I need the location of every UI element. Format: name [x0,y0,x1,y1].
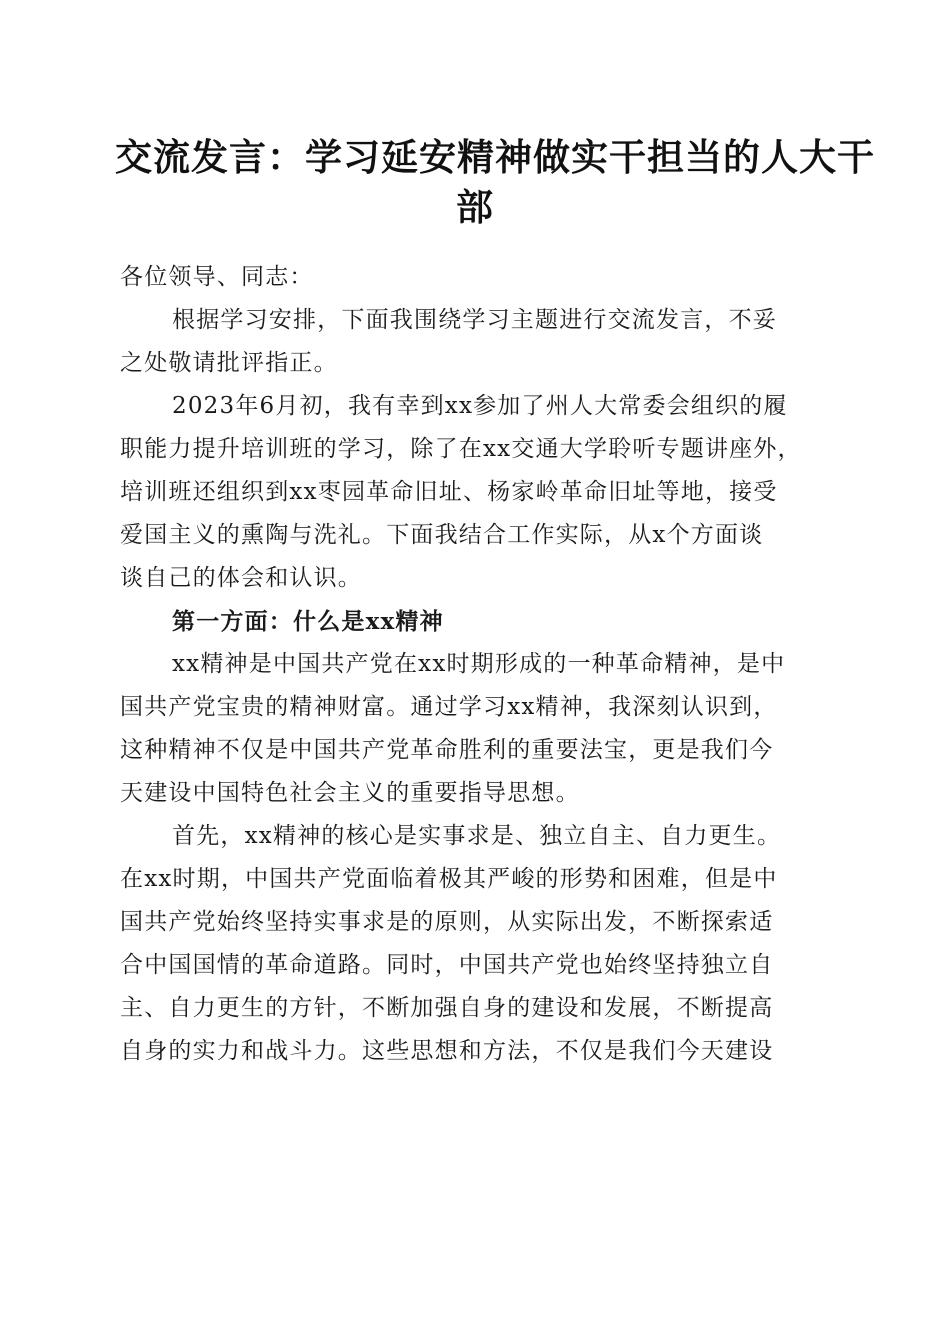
paragraph-line: 培训班还组织到xx枣园革命旧址、杨家岭革命旧址等地，接受 [120,479,778,505]
paragraph-line: 在xx时期，中国共产党面临着极其严峻的形势和困难，但是中 [120,866,778,892]
document-title [115,132,875,232]
title-line-2: 部 [456,185,494,229]
paragraph-line: 首先，xx精神的核心是实事求是、独立自主、自力更生。 [172,823,782,849]
paragraph-line: 根据学习安排，下面我围绕学习主题进行交流发言，不妥 [172,307,777,333]
salutation-line: 各位领导、同志： [120,264,314,290]
document-body [120,256,834,1073]
paragraph-line: 国共产党宝贵的精神财富。通过学习xx精神，我深刻认识到， [120,694,778,720]
paragraph-line: xx精神是中国共产党在xx时期形成的一种革命精神，是中 [172,651,786,677]
paragraph-line: 国共产党始终坚持实事求是的原则，从实际出发，不断探索适 [120,909,774,935]
paragraph-line: 2023年6月初，我有幸到xx参加了州人大常委会组织的履 [172,393,788,419]
paragraph-line: 爱国主义的熏陶与洗礼。下面我结合工作实际，从x个方面谈 [120,522,764,548]
paragraph-line: 主、自力更生的方针，不断加强自身的建设和发展，不断提高 [120,995,774,1021]
paragraph-line: 职能力提升培训班的学习，除了在xx交通大学聆听专题讲座外， [120,436,802,462]
paragraph-line: 之处敬请批评指正。 [120,350,338,376]
paragraph-line: 这种精神不仅是中国共产党革命胜利的重要法宝，更是我们今 [120,737,774,763]
section-heading: 第一方面：什么是xx精神 [172,608,444,635]
title-line-1: 交流发言：学习延安精神做实干担当的人大干 [115,135,875,179]
paragraph-line: 天建设中国特色社会主义的重要指导思想。 [120,780,580,806]
paragraph-line: 自身的实力和战斗力。这些思想和方法，不仅是我们今天建设 [120,1038,774,1064]
paragraph-line: 合中国国情的革命道路。同时，中国共产党也始终坚持独立自 [120,952,774,978]
paragraph-line: 谈自己的体会和认识。 [120,565,362,591]
